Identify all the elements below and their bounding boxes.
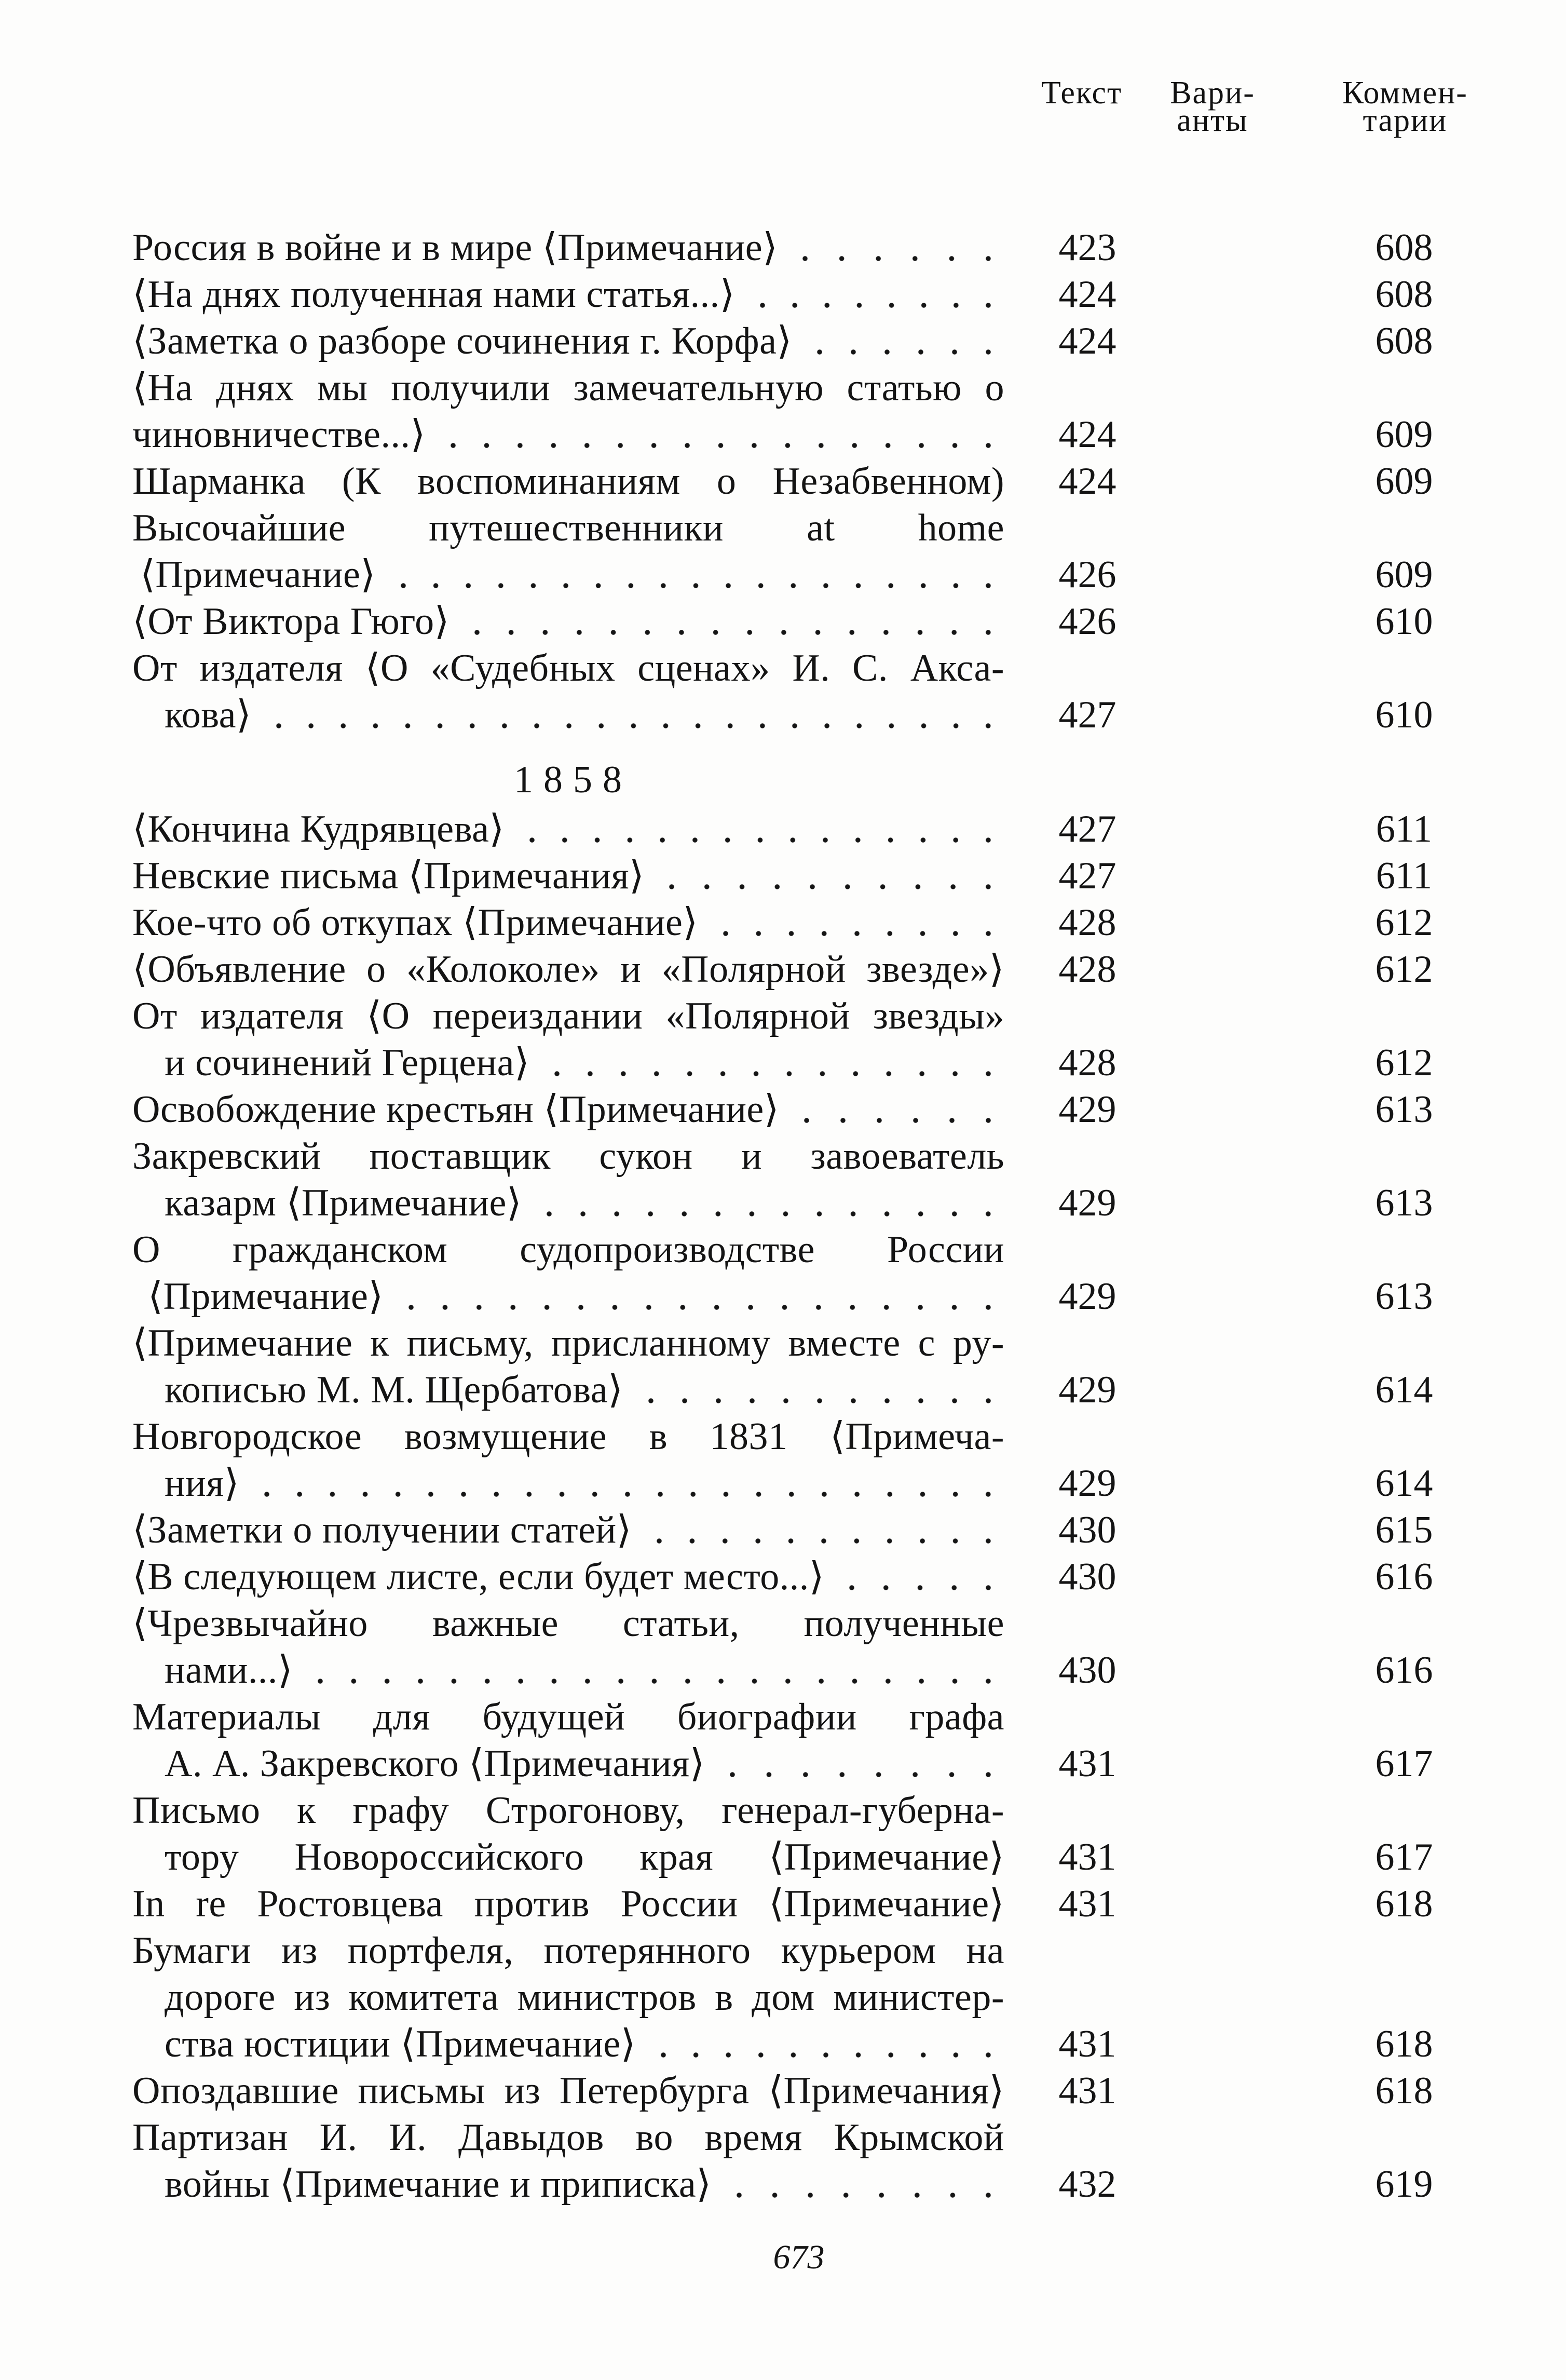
toc-entry-line bbox=[0, 1413, 1566, 1460]
toc-entry-title: ⟨Объявление о «Колоколе» и «Полярной звезде»⟩ bbox=[132, 948, 1004, 991]
toc-entry-title: ⟨Примечание⟩ bbox=[140, 553, 376, 596]
toc-entry bbox=[0, 1086, 1566, 1133]
toc-entry-title-cell bbox=[132, 318, 1004, 364]
year-heading-block bbox=[0, 738, 1566, 806]
dot-leader bbox=[746, 271, 1004, 318]
toc-entry bbox=[0, 1694, 1566, 1787]
toc-entry-title: Опоздавшие письмы из Петербурга ⟨Примечания⟩ bbox=[132, 2070, 1004, 2112]
toc-entry bbox=[0, 1413, 1566, 1507]
toc-entry-line bbox=[0, 806, 1566, 853]
toc-entry-title: In re Ростовцева против России ⟨Примечание⟩ bbox=[132, 1883, 1004, 1925]
toc-entry-title-cell bbox=[165, 1039, 1004, 1086]
toc-entry bbox=[0, 1881, 1566, 1927]
toc-entry-title: Шарманка (К воспоминаниям о Незабвенном) bbox=[132, 460, 1004, 503]
toc-entry bbox=[0, 1600, 1566, 1694]
comments-page-number: 609 bbox=[1375, 460, 1433, 503]
toc-entry-line bbox=[0, 1787, 1566, 1834]
column-header-comments bbox=[1301, 75, 1509, 138]
toc-entry-line bbox=[0, 899, 1566, 946]
page-number: 673 bbox=[773, 2238, 825, 2276]
toc-entry-title-cell bbox=[165, 1460, 1004, 1507]
text-page-number: 426 bbox=[1058, 600, 1116, 643]
text-page-number: 431 bbox=[1058, 2070, 1116, 2112]
comments-page-number: 608 bbox=[1375, 320, 1433, 362]
dot-leader bbox=[643, 1507, 1004, 1553]
toc-entry bbox=[0, 853, 1566, 899]
toc-entry-title-cell bbox=[132, 806, 1004, 853]
toc-entry bbox=[0, 318, 1566, 364]
comments-page-number: 612 bbox=[1375, 1042, 1433, 1084]
toc-entry-title-cell bbox=[132, 853, 1004, 899]
column-header-variants bbox=[1109, 75, 1316, 138]
toc-entry-line bbox=[0, 505, 1566, 551]
toc-entry-line bbox=[0, 364, 1566, 411]
toc-entry-line bbox=[0, 224, 1566, 271]
toc-entry-title: Закревский поставщик сукон и завоеватель bbox=[132, 1135, 1004, 1178]
toc-entry-line bbox=[0, 1507, 1566, 1553]
toc-entry bbox=[0, 1133, 1566, 1226]
text-page-number: 427 bbox=[1058, 694, 1116, 736]
comments-page-number: 609 bbox=[1375, 553, 1433, 596]
toc-entry-title: ⟨На днях полученная нами статья...⟩ bbox=[132, 273, 736, 316]
text-page-number: 430 bbox=[1058, 1509, 1116, 1551]
toc-group bbox=[0, 738, 1566, 2208]
comments-page-number: 616 bbox=[1375, 1649, 1433, 1692]
comments-page-number: 610 bbox=[1375, 600, 1433, 643]
toc-entry-title: А. А. Закревского ⟨Примечания⟩ bbox=[165, 1742, 705, 1785]
toc-entry-line bbox=[0, 946, 1566, 993]
text-page-number: 429 bbox=[1058, 1088, 1116, 1131]
toc-entry-line bbox=[0, 1927, 1566, 1974]
toc-entry-title: О гражданском судопроизводстве России bbox=[132, 1228, 1004, 1271]
comments-page-number: 617 bbox=[1375, 1742, 1433, 1785]
toc-entry-line bbox=[0, 1133, 1566, 1180]
toc-entry-title: Материалы для будущей биографии графа bbox=[132, 1696, 1004, 1738]
toc-entry-line bbox=[0, 1600, 1566, 1647]
toc-entry-title: ⟨На днях мы получили замечательную статью о bbox=[132, 367, 1004, 409]
toc-entry-title: нами...⟩ bbox=[165, 1649, 293, 1692]
text-page-number: 432 bbox=[1058, 2163, 1116, 2206]
comments-page-number: 610 bbox=[1375, 694, 1433, 736]
text-page-number: 430 bbox=[1058, 1556, 1116, 1598]
text-page-number: 431 bbox=[1058, 2023, 1116, 2065]
comments-page-number: 612 bbox=[1375, 948, 1433, 991]
toc-entry bbox=[0, 224, 1566, 271]
comments-page-number: 613 bbox=[1375, 1088, 1433, 1131]
text-page-number: 431 bbox=[1058, 1883, 1116, 1925]
comments-page-number: 613 bbox=[1375, 1182, 1433, 1224]
toc-entry-title-cell bbox=[132, 411, 1004, 458]
toc-entry-title: Высочайшие путешественники at home bbox=[132, 507, 1004, 549]
toc-entry-line bbox=[0, 2114, 1566, 2161]
toc-entry bbox=[0, 946, 1566, 993]
dot-leader bbox=[791, 1086, 1004, 1133]
dot-leader bbox=[716, 1740, 1004, 1787]
toc-entry-title-cell bbox=[132, 271, 1004, 318]
comments-page-number: 611 bbox=[1376, 855, 1433, 897]
column-header-variants-line-2: анты bbox=[1177, 103, 1248, 138]
toc-entry bbox=[0, 993, 1566, 1086]
comments-page-number: 609 bbox=[1375, 413, 1433, 456]
toc-entry-title: чиновничестве...⟩ bbox=[132, 413, 426, 456]
toc-entry-line bbox=[0, 1039, 1566, 1086]
toc-entry bbox=[0, 598, 1566, 645]
toc-entry-title: Партизан И. И. Давыдов во время Крымской bbox=[132, 2116, 1004, 2159]
text-page-number: 428 bbox=[1058, 1042, 1116, 1084]
text-page-number: 423 bbox=[1058, 226, 1116, 269]
text-page-number: 429 bbox=[1058, 1369, 1116, 1411]
toc-entry-title: ства юстиции ⟨Примечание⟩ bbox=[165, 2023, 636, 2065]
toc-entry bbox=[0, 1927, 1566, 2067]
toc-entry-title: ния⟩ bbox=[165, 1462, 240, 1505]
comments-page-number: 615 bbox=[1375, 1509, 1433, 1551]
toc-entry-line bbox=[0, 318, 1566, 364]
toc-entry-line bbox=[0, 1553, 1566, 1600]
dot-leader bbox=[710, 899, 1004, 946]
dot-leader bbox=[387, 551, 1004, 598]
dot-leader bbox=[836, 1553, 1004, 1600]
toc-entry bbox=[0, 2067, 1566, 2114]
toc-group bbox=[0, 224, 1566, 738]
text-page-number: 424 bbox=[1058, 460, 1116, 503]
toc-entry-line bbox=[0, 2067, 1566, 2114]
toc-entry-line bbox=[0, 1694, 1566, 1740]
toc-entry-title: Кое-что об откупах ⟨Примечание⟩ bbox=[132, 901, 698, 944]
comments-page-number: 618 bbox=[1375, 2023, 1433, 2065]
comments-page-number: 618 bbox=[1375, 2070, 1433, 2112]
toc-entry-title-cell bbox=[165, 2021, 1004, 2067]
toc-entry-title-cell bbox=[165, 1180, 1004, 1226]
toc-entry-title: кописью М. М. Щербатова⟩ bbox=[165, 1369, 623, 1411]
text-page-number: 431 bbox=[1058, 1836, 1116, 1878]
toc-entry-title-cell bbox=[132, 899, 1004, 946]
comments-page-number: 614 bbox=[1375, 1369, 1433, 1411]
comments-page-number: 614 bbox=[1375, 1462, 1433, 1505]
toc-entry-title: ⟨В следующем листе, если будет место...⟩ bbox=[132, 1556, 825, 1598]
dot-leader bbox=[635, 1367, 1005, 1413]
toc-entry bbox=[0, 1320, 1566, 1413]
toc-entry-line bbox=[0, 1974, 1566, 2021]
toc-entry-line bbox=[0, 411, 1566, 458]
toc-entry-title: Освобождение крестьян ⟨Примечание⟩ bbox=[132, 1088, 780, 1131]
toc-entry bbox=[0, 364, 1566, 458]
toc-entry-title-cell bbox=[148, 1273, 1004, 1320]
comments-page-number: 619 bbox=[1375, 2163, 1433, 2206]
text-page-number: 427 bbox=[1058, 808, 1116, 850]
toc-entry-line bbox=[0, 551, 1566, 598]
toc-entry-title: тору Новороссийского края ⟨Примечание⟩ bbox=[165, 1836, 1004, 1878]
text-page-number: 429 bbox=[1058, 1182, 1116, 1224]
toc-entry-line bbox=[0, 853, 1566, 899]
dot-leader bbox=[251, 1460, 1004, 1507]
toc-entry-title: ⟨Примечание к письму, присланному вместе с ру- bbox=[132, 1322, 1004, 1364]
toc-entry-title: ⟨Заметки о получении статей⟩ bbox=[132, 1509, 632, 1551]
column-header-text-label: Текст bbox=[1041, 75, 1123, 111]
text-page-number: 428 bbox=[1058, 948, 1116, 991]
toc-entry-line bbox=[0, 1226, 1566, 1273]
dot-leader bbox=[395, 1273, 1004, 1320]
toc-entry-title: казарм ⟨Примечание⟩ bbox=[165, 1182, 522, 1224]
toc-entry-title: Новгородское возмущение в 1831 ⟨Примеча- bbox=[132, 1415, 1004, 1458]
toc-entry-title-cell bbox=[132, 224, 1004, 271]
toc-entry bbox=[0, 458, 1566, 505]
toc-entry-line bbox=[0, 2021, 1566, 2067]
dot-leader bbox=[804, 318, 1004, 364]
text-page-number: 431 bbox=[1058, 1742, 1116, 1785]
toc-entry-title: Невские письма ⟨Примечания⟩ bbox=[132, 855, 645, 897]
toc-entry-line bbox=[0, 458, 1566, 505]
comments-page-number: 608 bbox=[1375, 273, 1433, 316]
toc-entry bbox=[0, 1507, 1566, 1553]
dot-leader bbox=[437, 411, 1004, 458]
toc-entry-title-cell bbox=[132, 598, 1004, 645]
toc-entry-title-cell bbox=[165, 2161, 1004, 2208]
toc-entry bbox=[0, 271, 1566, 318]
comments-page-number: 618 bbox=[1375, 1883, 1433, 1925]
toc-entry-line bbox=[0, 993, 1566, 1039]
toc-entry-line bbox=[0, 271, 1566, 318]
toc-entry bbox=[0, 806, 1566, 853]
toc-entry-line bbox=[0, 1086, 1566, 1133]
toc-entry-title-cell bbox=[165, 692, 1004, 738]
toc-entry-line bbox=[0, 1881, 1566, 1927]
column-header-comments-line-2: тарии bbox=[1363, 103, 1448, 138]
toc-entry-line bbox=[0, 1180, 1566, 1226]
dot-leader bbox=[541, 1039, 1004, 1086]
dot-leader bbox=[723, 2161, 1004, 2208]
toc-entry-title-cell bbox=[132, 1086, 1004, 1133]
toc-entry-line bbox=[0, 1647, 1566, 1694]
toc-entry-title-cell bbox=[140, 551, 1004, 598]
toc-entry bbox=[0, 1787, 1566, 1881]
toc-entry-title: Бумаги из портфеля, потерянного курьером на bbox=[132, 1929, 1004, 1972]
toc-entry-title: ⟨Чрезвычайно важные статьи, полученные bbox=[132, 1602, 1004, 1645]
dot-leader bbox=[647, 2021, 1004, 2067]
text-page-number: 429 bbox=[1058, 1462, 1116, 1505]
comments-page-number: 611 bbox=[1376, 808, 1433, 850]
comments-page-number: 617 bbox=[1375, 1836, 1433, 1878]
toc-entry-title: ⟨Кончина Кудрявцева⟩ bbox=[132, 808, 505, 850]
dot-leader bbox=[656, 853, 1004, 899]
text-page-number: 428 bbox=[1058, 901, 1116, 944]
toc-entry bbox=[0, 1553, 1566, 1600]
text-page-number: 424 bbox=[1058, 413, 1116, 456]
dot-leader bbox=[516, 806, 1004, 853]
toc-entry-title: кова⟩ bbox=[165, 694, 252, 736]
column-header-variants-line-1: Вари- bbox=[1170, 75, 1255, 111]
toc-entry-title: и сочинений Герцена⟩ bbox=[165, 1042, 530, 1084]
toc-entry-line bbox=[0, 645, 1566, 692]
toc-entry-title-cell bbox=[132, 1553, 1004, 1600]
toc-entry bbox=[0, 505, 1566, 598]
comments-page-number: 613 bbox=[1375, 1275, 1433, 1318]
toc-entry-title-cell bbox=[165, 1740, 1004, 1787]
toc-entry bbox=[0, 1226, 1566, 1320]
table-of-contents bbox=[0, 224, 1566, 2208]
dot-leader bbox=[533, 1180, 1004, 1226]
toc-entry-title: От издателя ⟨О переиздании «Полярной звезды» bbox=[132, 995, 1004, 1037]
toc-entry-title: ⟨От Виктора Гюго⟩ bbox=[132, 600, 450, 643]
toc-entry bbox=[0, 2114, 1566, 2208]
toc-entry-line bbox=[0, 692, 1566, 738]
toc-entry-title-cell bbox=[132, 1507, 1004, 1553]
text-page-number: 430 bbox=[1058, 1649, 1116, 1692]
toc-entry-title: Россия в войне и в мире ⟨Примечание⟩ bbox=[132, 226, 778, 269]
text-page-number: 429 bbox=[1058, 1275, 1116, 1318]
toc-entry bbox=[0, 899, 1566, 946]
toc-entry-line bbox=[0, 1367, 1566, 1413]
comments-page-number: 612 bbox=[1375, 901, 1433, 944]
year-heading: 1858 bbox=[514, 759, 632, 801]
text-page-number: 427 bbox=[1058, 855, 1116, 897]
dot-leader bbox=[263, 692, 1004, 738]
toc-entry bbox=[0, 645, 1566, 738]
dot-leader bbox=[304, 1647, 1004, 1694]
toc-entry-title-cell bbox=[165, 1647, 1004, 1694]
toc-entry-title-cell bbox=[165, 1367, 1004, 1413]
comments-page-number: 608 bbox=[1375, 226, 1433, 269]
column-header-comments-line-1: Коммен- bbox=[1342, 75, 1468, 111]
text-page-number: 426 bbox=[1058, 553, 1116, 596]
toc-entry-line bbox=[0, 1273, 1566, 1320]
toc-entry-title: дороге из комитета министров в дом министер- bbox=[165, 1976, 1004, 2019]
text-page-number: 424 bbox=[1058, 320, 1116, 362]
toc-entry-title: войны ⟨Примечание и приписка⟩ bbox=[165, 2163, 712, 2206]
toc-entry-line bbox=[0, 1460, 1566, 1507]
toc-entry-title: От издателя ⟨О «Судебных сценах» И. С. Акса- bbox=[132, 647, 1004, 689]
text-page-number: 424 bbox=[1058, 273, 1116, 316]
dot-leader bbox=[789, 224, 1004, 271]
toc-entry-line bbox=[0, 1834, 1566, 1881]
toc-entry-line bbox=[0, 1740, 1566, 1787]
toc-entry-line bbox=[0, 2161, 1566, 2208]
toc-entry-line bbox=[0, 1320, 1566, 1367]
toc-entry-title: Письмо к графу Строгонову, генерал-губерна- bbox=[132, 1789, 1004, 1832]
toc-entry-title: ⟨Примечание⟩ bbox=[148, 1275, 384, 1318]
toc-entry-title: ⟨Заметка о разборе сочинения г. Корфа⟩ bbox=[132, 320, 792, 362]
dot-leader bbox=[461, 598, 1004, 645]
comments-page-number: 616 bbox=[1375, 1556, 1433, 1598]
toc-entry-line bbox=[0, 598, 1566, 645]
